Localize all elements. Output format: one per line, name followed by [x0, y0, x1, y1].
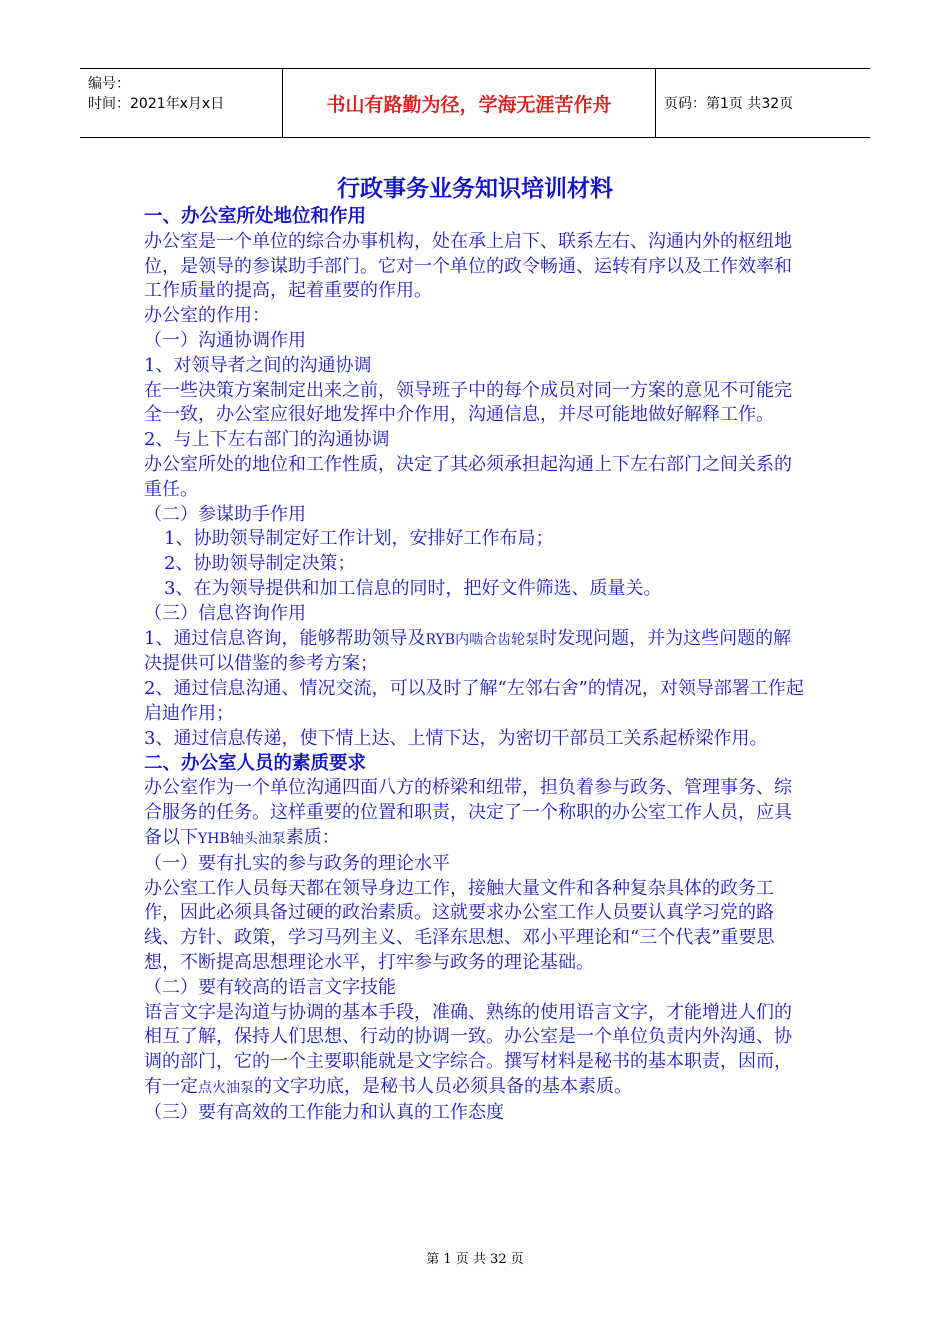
inserted-keyword: YHB轴头油泵: [198, 830, 286, 847]
text-run: 办公室作为一个单位沟通四面八方的桥梁和纽带，担负着参与政务、管理事务、综合服务的任务。这样重要的位置和职责，决定了一个称职的办公室工作人员，应具备以下: [144, 777, 792, 848]
motto: 书山有路勤为径，学海无涯苦作舟: [283, 69, 656, 137]
text-run: 素质：: [285, 826, 340, 848]
number-label: 编号：: [88, 76, 130, 92]
subheading: （二）参谋助手作用: [144, 503, 306, 525]
paragraph: 办公室所处的地位和工作性质，决定了其必须承担起沟通上下左右部门之间关系的重任。: [144, 453, 792, 500]
text-run: 1、通过信息咨询，能够帮助领导及: [144, 627, 426, 649]
document-body: [144, 205, 808, 1125]
page-label: [664, 69, 870, 137]
subheading: （一）沟通协调作用: [144, 329, 306, 351]
list-item: [144, 627, 808, 678]
paragraph: 办公室是一个单位的综合办事机构，处在承上启下、联系左右、沟通内外的枢纽地位，是领导的参谋助手部门。它对一个单位的政令畅通、运转有序以及工作效率和工作质量的提高，起着重要的作用。: [144, 230, 792, 302]
subheading: （三）要有高效的工作能力和认真的工作态度: [144, 1101, 504, 1123]
header-table: [80, 68, 870, 138]
inserted-keyword: RYB内啮合齿轮泵: [425, 631, 540, 648]
text-run: 语言文字是沟道与协调的基本手段，准确、熟练的使用语言文字，才能增进人们的相互了解，保持人们思想、行动的协调一致。办公室是一个单位负责内外沟通、协调的部门，它的一个主要职能就是文字综合。撰写材料是秘书的基本职责，因而，有一定: [144, 1001, 792, 1097]
paragraph: [144, 1001, 808, 1101]
list-item: 1、协助领导制定好工作计划，安排好工作布局；: [164, 528, 554, 550]
list-item: 3、通过信息传递，使下情上达、上情下达，为密切干部员工关系起桥梁作用。: [144, 727, 768, 749]
list-item: 3、在为领导提供和加工信息的同时，把好文件筛选、质量关。: [164, 577, 662, 599]
subheading: （三）信息咨询作用: [144, 602, 306, 624]
page-label-text: 页码：第1页 共32页: [664, 96, 794, 112]
inserted-keyword: 点火油泵: [198, 1079, 254, 1096]
list-item: 2、协助领导制定决策；: [164, 553, 356, 575]
text-run: 的文字功底，是秘书人员必须具备的基本素质。: [254, 1075, 632, 1097]
list-item: 1、对领导者之间的沟通协调: [144, 354, 372, 376]
document-title: 行政事务业务知识培训材料: [337, 176, 613, 202]
subheading: （一）要有扎实的参与政务的理论水平: [144, 852, 450, 874]
paragraph: 办公室工作人员每天都在领导身边工作，接触大量文件和各种复杂具体的政务工作，因此必须具备过硬的政治素质。这就要求办公室工作人员要认真学习党的路线、方针、政策，学习马列主义、毛泽东思想、邓小平理论和“三个代表”重要思想，不断提高思想理论水平，打牢参与政务的理论基础。: [144, 877, 775, 973]
section-heading: 二、办公室人员的素质要求: [144, 752, 367, 774]
paragraph: [144, 776, 808, 851]
list-item: 2、通过信息沟通、情况交流，可以及时了解“左邻右舍”的情况，对领导部署工作起启迪作用；: [144, 678, 804, 724]
list-item: 2、与上下左右部门的沟通协调: [144, 429, 390, 451]
paragraph: 在一些决策方案制定出来之前，领导班子中的每个成员对同一方案的意见不可能完全一致，办公室应很好地发挥中介作用，沟通信息，并尽可能地做好解释工作。: [144, 379, 792, 426]
subheading: （二）要有较高的语言文字技能: [144, 976, 396, 998]
page-footer: 第 1 页 共 32 页: [426, 1252, 524, 1267]
section-heading: 一、办公室所处地位和作用: [144, 206, 367, 227]
text-run: 时发现问题，并为这些问题的解决提供可以借鉴的参考方案；: [144, 627, 792, 675]
header-meta-cell: [80, 69, 283, 137]
date-label: 时间：2021年x月x日: [88, 96, 225, 112]
paragraph: 办公室的作用：: [144, 305, 270, 327]
